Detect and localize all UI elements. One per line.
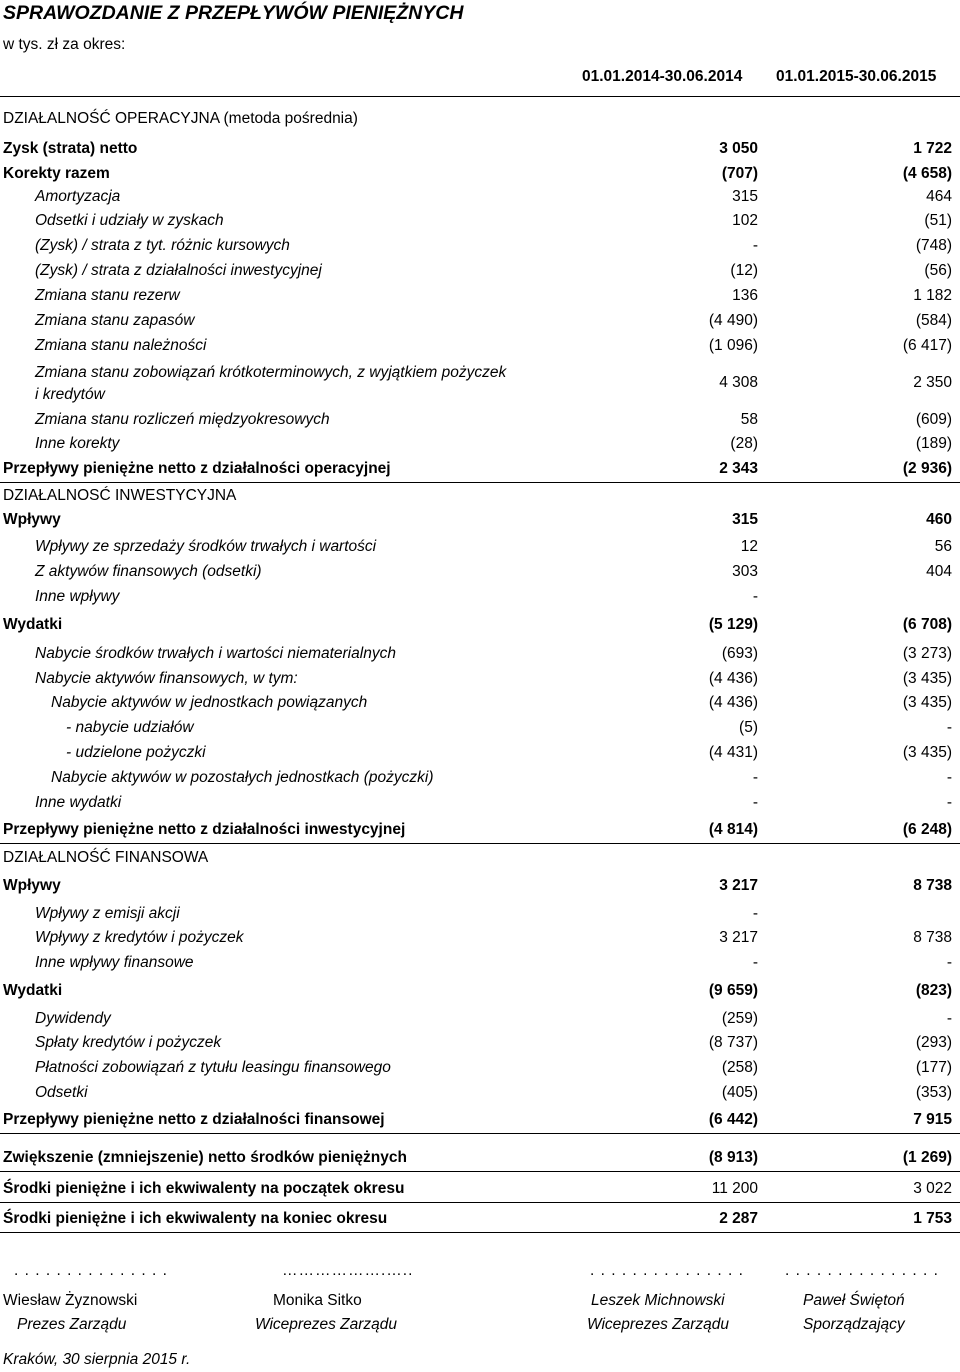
- value-2015: 8 738: [913, 929, 952, 946]
- value-2014: 303: [732, 563, 758, 580]
- row-label: (Zysk) / strata z tyt. różnic kursowych: [35, 237, 290, 254]
- value-2014: 315: [732, 511, 758, 528]
- column-header-2014: 01.01.2014-30.06.2014: [582, 68, 743, 85]
- row-label: DZIAŁALNOŚĆ FINANSOWA: [3, 849, 209, 866]
- value-2014: -: [752, 769, 758, 786]
- signatory-role: Prezes Zarządu: [17, 1316, 127, 1333]
- value-2014: 58: [740, 411, 758, 428]
- table-row: [0, 188, 960, 210]
- value-2015: 8 738: [913, 877, 952, 894]
- value-2015: (293): [915, 1034, 952, 1051]
- value-2015: 3 022: [913, 1180, 952, 1197]
- row-label: Przepływy pieniężne netto z działalności finansowej: [3, 1111, 385, 1128]
- value-2015: (56): [924, 262, 952, 279]
- signature-line: ……………….…..: [282, 1262, 414, 1279]
- value-2015: 1 722: [913, 140, 952, 157]
- row-label: Inne korekty: [35, 435, 120, 452]
- row-label: Inne wydatki: [35, 794, 122, 811]
- row-label: DZIAŁALNOSĆ INWESTYCYJNA: [3, 487, 237, 504]
- value-2014: (4 431): [708, 744, 758, 761]
- value-2015: -: [946, 719, 952, 736]
- row-label: Wpływy z emisji akcji: [35, 905, 180, 922]
- value-2015: (584): [915, 312, 952, 329]
- value-2014: (707): [721, 165, 758, 182]
- row-label: Zysk (strata) netto: [3, 140, 138, 157]
- row-label: Wydatki: [3, 982, 63, 999]
- value-2014: 11 200: [711, 1180, 758, 1197]
- table-row: [0, 212, 960, 234]
- value-2014: (8 737): [708, 1034, 758, 1051]
- row-label: Płatności zobowiązań z tytułu leasingu finansowego: [35, 1059, 391, 1076]
- row-label: Wpływy ze sprzedaży środków trwałych i wartości: [35, 538, 377, 555]
- table-row: [0, 670, 960, 692]
- table-row: [0, 877, 960, 899]
- row-label: Inne wpływy: [35, 588, 120, 605]
- value-2015: (3 435): [902, 670, 952, 687]
- value-2015: 404: [926, 563, 952, 580]
- value-2014: (4 490): [708, 312, 758, 329]
- signatory-role: Sporządzający: [803, 1316, 905, 1333]
- table-row: [0, 982, 960, 1004]
- value-2015: (353): [915, 1084, 952, 1101]
- table-row: [0, 744, 960, 766]
- table-row: [0, 1210, 960, 1232]
- value-2015: -: [946, 769, 952, 786]
- table-row: [0, 1084, 960, 1106]
- report-title: SPRAWOZDANIE Z PRZEPŁYWÓW PIENIĘŻNYCH: [3, 2, 464, 24]
- value-2014: 2 343: [719, 460, 758, 477]
- row-divider: [0, 1133, 960, 1134]
- row-label: DZIAŁALNOŚĆ OPERACYJNA (metoda pośrednia): [3, 110, 358, 127]
- value-2014: 12: [740, 538, 758, 555]
- value-2015: (1 269): [902, 1149, 952, 1166]
- table-row: [0, 719, 960, 741]
- value-2015: (6 417): [902, 337, 952, 354]
- value-2014: 3 050: [719, 140, 758, 157]
- table-row: [0, 794, 960, 816]
- row-label: Z aktywów finansowych (odsetki): [35, 563, 262, 580]
- table-row: [0, 905, 960, 927]
- row-label: Przepływy pieniężne netto z działalności inwestycyjnej: [3, 821, 406, 838]
- row-label: Amortyzacja: [35, 188, 121, 205]
- value-2014: -: [752, 954, 758, 971]
- value-2014: (4 436): [708, 670, 758, 687]
- table-row: [0, 511, 960, 533]
- value-2014: -: [752, 237, 758, 254]
- value-2015: (4 658): [902, 165, 952, 182]
- table-row: [0, 140, 960, 162]
- value-2015: 56: [934, 538, 952, 555]
- row-label: Zmiana stanu rozliczeń międzyokresowych: [35, 411, 330, 428]
- row-label: - nabycie udziałów: [66, 719, 194, 736]
- value-2014: (4 436): [708, 694, 758, 711]
- value-2015: 460: [926, 511, 952, 528]
- value-2014: 4 308: [719, 374, 758, 391]
- row-label: Nabycie aktywów w jednostkach powiązanych: [51, 694, 368, 711]
- value-2015: 2 350: [913, 374, 952, 391]
- row-label: Zwiększenie (zmniejszenie) netto środków pieniężnych: [3, 1149, 407, 1166]
- table-row: [0, 929, 960, 951]
- value-2014: 136: [732, 287, 758, 304]
- value-2015: (3 435): [902, 744, 952, 761]
- table-row: [0, 821, 960, 843]
- table-row: [0, 588, 960, 610]
- section-heading: [0, 487, 960, 509]
- value-2015: (6 248): [902, 821, 952, 838]
- signature-line: . . . . . . . . . . . . . . .: [14, 1262, 168, 1279]
- value-2015: (177): [915, 1059, 952, 1076]
- signatory-name: Wiesław Żyznowski: [3, 1292, 138, 1309]
- value-2014: (6 442): [708, 1111, 758, 1128]
- value-2015: 464: [926, 188, 952, 205]
- table-row: [0, 312, 960, 334]
- value-2015: (609): [915, 411, 952, 428]
- signatory-name: Leszek Michnowski: [591, 1292, 725, 1309]
- value-2014: 3 217: [719, 929, 758, 946]
- row-label: Wpływy: [3, 877, 61, 894]
- value-2015: (823): [915, 982, 952, 999]
- row-label: Środki pieniężne i ich ekwiwalenty na początek okresu: [3, 1180, 405, 1197]
- row-label: [35, 362, 506, 406]
- value-2014: (8 913): [708, 1149, 758, 1166]
- table-row: [0, 1010, 960, 1032]
- signature-line: . . . . . . . . . . . . . . .: [590, 1262, 744, 1279]
- signatory-role: Wiceprezes Zarządu: [255, 1316, 397, 1333]
- table-row: [0, 165, 960, 187]
- row-label-line: i kredytów: [35, 386, 105, 403]
- value-2015: -: [946, 1010, 952, 1027]
- value-2015: (51): [924, 212, 952, 229]
- table-row: [0, 1111, 960, 1133]
- value-2015: 1 753: [913, 1210, 952, 1227]
- table-row: [0, 563, 960, 585]
- table-row: [0, 954, 960, 976]
- value-2015: (2 936): [902, 460, 952, 477]
- value-2014: 3 217: [719, 877, 758, 894]
- value-2015: 7 915: [913, 1111, 952, 1128]
- section-heading: [0, 849, 960, 871]
- value-2014: (693): [721, 645, 758, 662]
- row-label: - udzielone pożyczki: [66, 744, 206, 761]
- value-2014: 2 287: [719, 1210, 758, 1227]
- table-row: [0, 287, 960, 309]
- row-label: Wydatki: [3, 616, 63, 633]
- value-2014: -: [752, 794, 758, 811]
- signatory-role: Wiceprezes Zarządu: [587, 1316, 729, 1333]
- table-row: [0, 262, 960, 284]
- table-row: [0, 769, 960, 791]
- table-row: [0, 237, 960, 259]
- table-row: [0, 411, 960, 433]
- row-divider: [0, 482, 960, 483]
- table-row: [0, 337, 960, 359]
- value-2014: (28): [730, 435, 758, 452]
- value-2014: (9 659): [708, 982, 758, 999]
- value-2015: (189): [915, 435, 952, 452]
- table-row: [0, 616, 960, 638]
- value-2014: (12): [730, 262, 758, 279]
- row-label: Zmiana stanu należności: [35, 337, 207, 354]
- row-label: Zmiana stanu rezerw: [35, 287, 180, 304]
- column-header-2015: 01.01.2015-30.06.2015: [776, 68, 937, 85]
- value-2014: (4 814): [708, 821, 758, 838]
- row-label: (Zysk) / strata z działalności inwestycyjnej: [35, 262, 322, 279]
- table-row: [0, 645, 960, 667]
- table-row: [0, 538, 960, 560]
- value-2014: -: [752, 905, 758, 922]
- row-divider: [0, 1232, 960, 1233]
- signatory-name: Monika Sitko: [273, 1292, 362, 1309]
- table-row: [0, 362, 960, 408]
- value-2014: (5 129): [708, 616, 758, 633]
- signatory-name: Paweł Świętoń: [803, 1292, 905, 1309]
- row-label: Dywidendy: [35, 1010, 111, 1027]
- value-2014: (5): [739, 719, 758, 736]
- place-and-date: Kraków, 30 sierpnia 2015 r.: [3, 1351, 191, 1368]
- row-label: Nabycie aktywów finansowych, w tym:: [35, 670, 298, 687]
- row-label: Nabycie środków trwałych i wartości niematerialnych: [35, 645, 396, 662]
- row-label: Nabycie aktywów w pozostałych jednostkach (pożyczki): [51, 769, 434, 786]
- row-label: Spłaty kredytów i pożyczek: [35, 1034, 222, 1051]
- value-2014: -: [752, 588, 758, 605]
- row-divider: [0, 843, 960, 844]
- row-label: Odsetki: [35, 1084, 88, 1101]
- value-2015: -: [946, 794, 952, 811]
- value-2014: 315: [732, 188, 758, 205]
- row-label: Inne wpływy finansowe: [35, 954, 194, 971]
- table-row: [0, 694, 960, 716]
- row-label: Odsetki i udziały w zyskach: [35, 212, 224, 229]
- value-2015: 1 182: [913, 287, 952, 304]
- table-row: [0, 1059, 960, 1081]
- table-row: [0, 1034, 960, 1056]
- report-subtitle: w tys. zł za okres:: [3, 36, 126, 53]
- row-divider: [0, 1202, 960, 1203]
- value-2014: (258): [721, 1059, 758, 1076]
- signature-line: . . . . . . . . . . . . . . .: [785, 1262, 939, 1279]
- row-label-line: Zmiana stanu zobowiązań krótkoterminowych, z wyjątkiem pożyczek: [35, 364, 507, 381]
- value-2015: (3 435): [902, 694, 952, 711]
- table-row: [0, 1149, 960, 1171]
- table-row: [0, 460, 960, 482]
- value-2015: (748): [915, 237, 952, 254]
- value-2014: (1 096): [708, 337, 758, 354]
- value-2014: 102: [732, 212, 758, 229]
- value-2015: -: [946, 954, 952, 971]
- table-row: [0, 1180, 960, 1202]
- value-2015: (6 708): [902, 616, 952, 633]
- section-heading: [0, 110, 960, 132]
- row-label: Środki pieniężne i ich ekwiwalenty na koniec okresu: [3, 1210, 388, 1227]
- row-label: Wpływy: [3, 511, 61, 528]
- value-2014: (259): [721, 1010, 758, 1027]
- row-label: Wpływy z kredytów i pożyczek: [35, 929, 244, 946]
- row-label: Przepływy pieniężne netto z działalności operacyjnej: [3, 460, 391, 477]
- value-2015: (3 273): [902, 645, 952, 662]
- value-2014: (405): [721, 1084, 758, 1101]
- table-row: [0, 435, 960, 457]
- row-label: Zmiana stanu zapasów: [35, 312, 195, 329]
- row-label: Korekty razem: [3, 165, 110, 182]
- row-divider: [0, 1171, 960, 1172]
